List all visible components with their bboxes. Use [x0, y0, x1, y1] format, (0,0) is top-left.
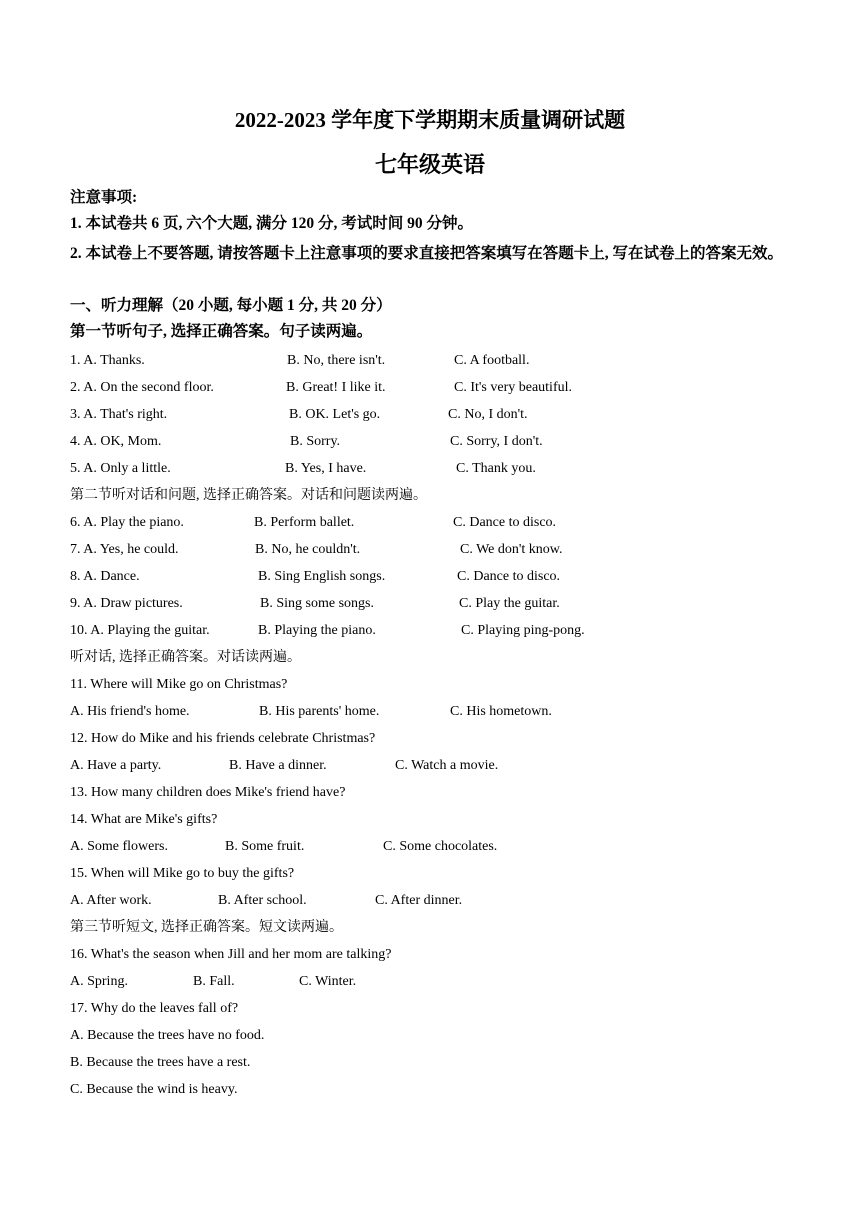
notice-item-2: 2. 本试卷上不要答题, 请按答题卡上注意事项的要求直接把答案填写在答题卡上, 写在试卷上的答案无效。 — [70, 245, 784, 262]
option-c: C. Dance to disco. — [453, 515, 557, 530]
part3-instruction: 第三节听短文, 选择正确答案。短文读两遍。 — [70, 920, 343, 935]
question-stem: 14. What are Mike's gifts? — [70, 812, 218, 827]
page-title: 2022-2023 学年度下学期期末质量调研试题 — [234, 108, 626, 132]
question-stem: 15. When will Mike go to buy the gifts? — [70, 866, 295, 881]
option-c: C. After dinner. — [375, 893, 463, 908]
option-a: A. Some flowers. — [70, 839, 168, 854]
option-b: B. Have a dinner. — [229, 758, 327, 773]
part1-instruction: 第一节听句子, 选择正确答案。句子读两遍。 — [70, 323, 373, 340]
notice-heading: 注意事项: — [70, 189, 138, 206]
option-b: B. Sorry. — [290, 434, 341, 449]
option-a: A. His friend's home. — [70, 704, 190, 719]
option-c: C. Thank you. — [456, 461, 536, 476]
option-b: B. Perform ballet. — [254, 515, 355, 530]
option-b: B. Sing some songs. — [260, 596, 374, 611]
option-a: A. After work. — [70, 893, 152, 908]
option-b: B. No, he couldn't. — [255, 542, 361, 557]
option-c: C. His hometown. — [450, 704, 552, 719]
option-b: B. OK. Let's go. — [289, 407, 381, 422]
option-c: C. We don't know. — [460, 542, 563, 557]
option-a: 1. A. Thanks. — [70, 353, 145, 368]
option-a: 4. A. OK, Mom. — [70, 434, 162, 449]
option-b: B. After school. — [218, 893, 307, 908]
question-stem: 16. What's the season when Jill and her mom are talking? — [70, 947, 392, 962]
option-a: 2. A. On the second floor. — [70, 380, 214, 395]
option-c: C. Winter. — [299, 974, 357, 989]
option-a: A. Because the trees have no food. — [70, 1028, 265, 1043]
option-a: 7. A. Yes, he could. — [70, 542, 179, 557]
option-b: B. Fall. — [193, 974, 235, 989]
option-c: C. Playing ping-pong. — [461, 623, 585, 638]
option-a: A. Have a party. — [70, 758, 162, 773]
dialogue-instruction: 听对话, 选择正确答案。对话读两遍。 — [70, 650, 301, 665]
option-c: C. No, I don't. — [448, 407, 528, 422]
option-c: C. Watch a movie. — [395, 758, 499, 773]
option-a: 10. A. Playing the guitar. — [70, 623, 210, 638]
option-a: 9. A. Draw pictures. — [70, 596, 183, 611]
option-b: B. Playing the piano. — [258, 623, 376, 638]
page-subtitle: 七年级英语 — [374, 152, 485, 177]
option-b: B. Great! I like it. — [286, 380, 386, 395]
option-c: C. Play the guitar. — [459, 596, 560, 611]
option-a: A. Spring. — [70, 974, 128, 989]
question-stem: 11. Where will Mike go on Christmas? — [70, 677, 288, 692]
option-b: B. No, there isn't. — [287, 353, 386, 368]
question-stem: 13. How many children does Mike's friend have? — [70, 785, 346, 800]
option-c: C. It's very beautiful. — [454, 380, 572, 395]
option-c: C. Dance to disco. — [457, 569, 561, 584]
option-b: B. Some fruit. — [225, 839, 305, 854]
part2-instruction: 第二节听对话和问题, 选择正确答案。对话和问题读两遍。 — [70, 488, 427, 503]
option-c: C. Because the wind is heavy. — [70, 1082, 238, 1097]
option-a: 6. A. Play the piano. — [70, 515, 184, 530]
option-a: 8. A. Dance. — [70, 569, 140, 584]
option-b: B. Sing English songs. — [258, 569, 386, 584]
option-a: 3. A. That's right. — [70, 407, 168, 422]
section-title: 一、听力理解（20 小题, 每小题 1 分, 共 20 分） — [70, 297, 392, 314]
option-b: B. Because the trees have a rest. — [70, 1055, 251, 1070]
option-c: C. Some chocolates. — [383, 839, 498, 854]
option-b: B. Yes, I have. — [285, 461, 367, 476]
question-stem: 17. Why do the leaves fall of? — [70, 1001, 239, 1016]
option-b: B. His parents' home. — [259, 704, 380, 719]
option-a: 5. A. Only a little. — [70, 461, 171, 476]
option-c: C. Sorry, I don't. — [450, 434, 543, 449]
option-c: C. A football. — [454, 353, 530, 368]
notice-item-1: 1. 本试卷共 6 页, 六个大题, 满分 120 分, 考试时间 90 分钟。 — [70, 215, 474, 232]
question-stem: 12. How do Mike and his friends celebrate Christmas? — [70, 731, 376, 746]
